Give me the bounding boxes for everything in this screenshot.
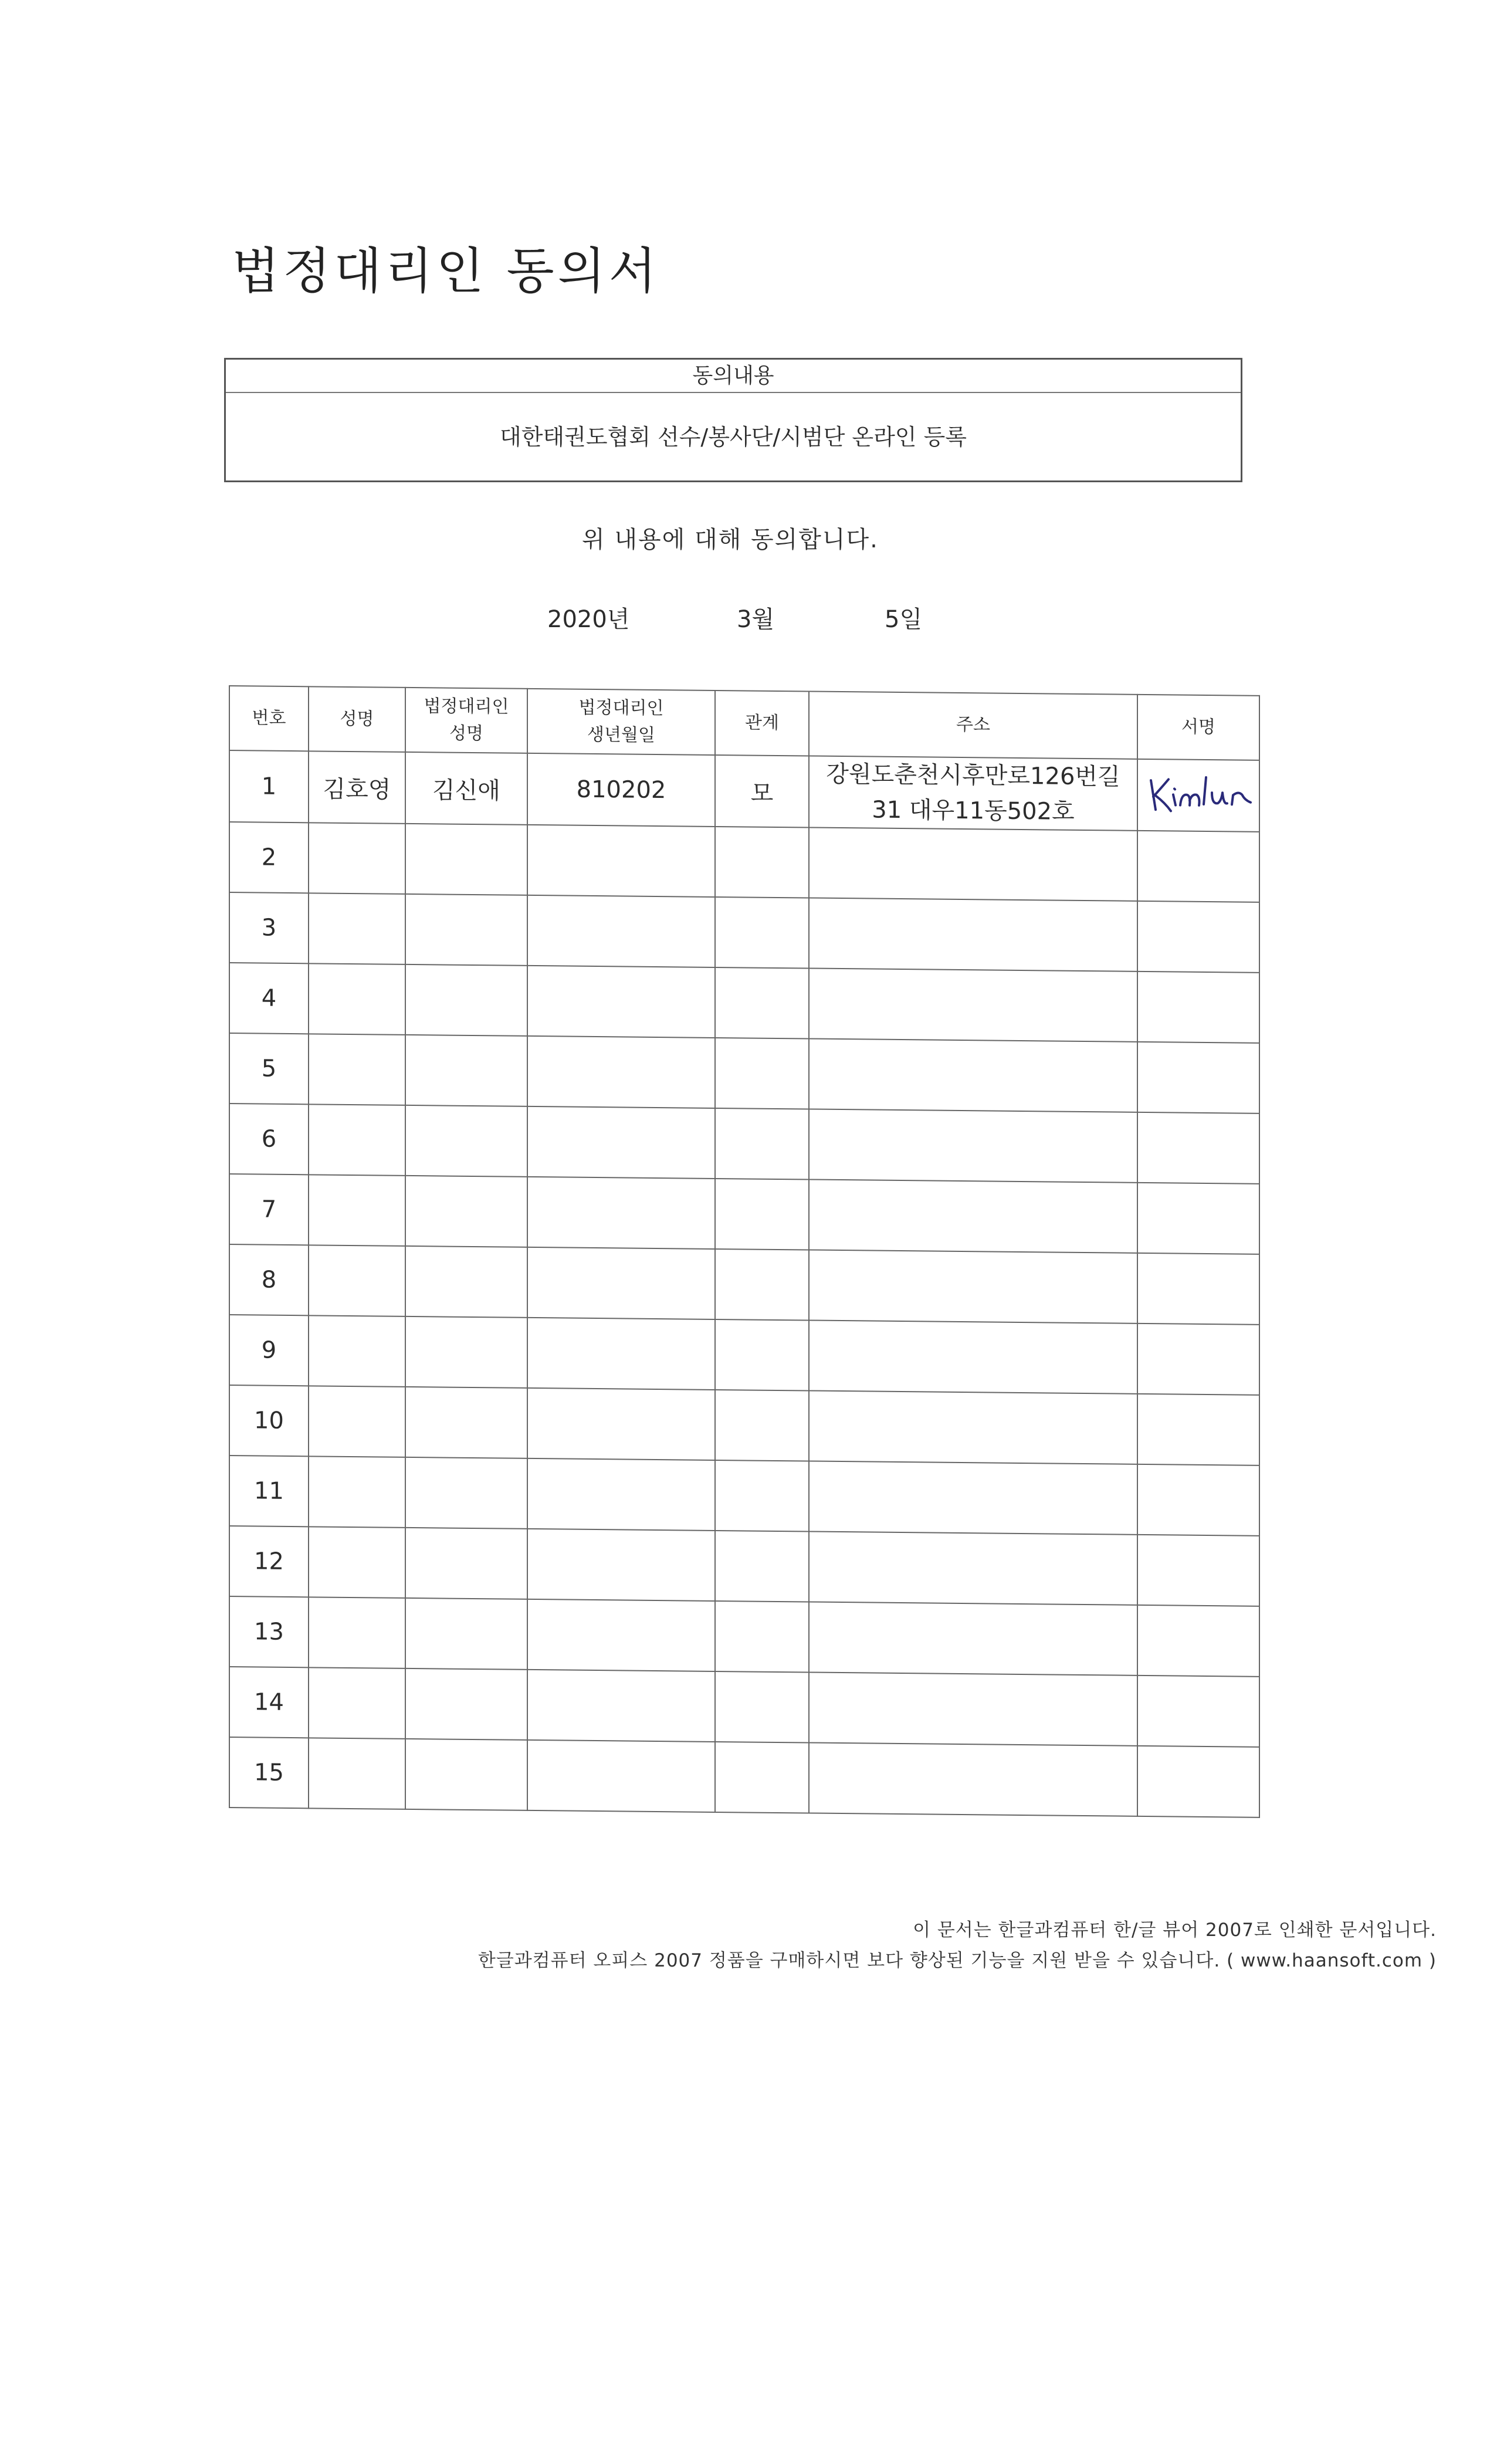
row-address-line2: 31 대우11동502호: [872, 796, 1075, 825]
header-guardian-name-line2: 성명: [449, 723, 483, 744]
row-number: 3: [229, 892, 309, 963]
table-row: [229, 1315, 1259, 1395]
header-guardian-name-line1: 법정대리인: [424, 696, 509, 717]
consent-content-box: [224, 358, 1242, 482]
row-name: 김호영: [309, 751, 405, 824]
row-number: 12: [229, 1526, 309, 1597]
row-relation: 모: [715, 755, 809, 828]
agreement-statement: 위 내용에 대해 동의합니다.: [582, 526, 879, 553]
row-number: 9: [229, 1315, 309, 1386]
row-number: 13: [229, 1596, 309, 1667]
header-guardian-birth-line1: 법정대리인: [578, 697, 664, 719]
row-number: 7: [229, 1174, 309, 1245]
table-row: [229, 1667, 1259, 1747]
table-row: [229, 1033, 1259, 1113]
header-guardian-birth: [527, 689, 715, 755]
table-row: [229, 1385, 1259, 1465]
table-row: [229, 1104, 1259, 1184]
header-relation: 관계: [715, 691, 809, 756]
table-row: [229, 1456, 1259, 1536]
document-title: 법정대리인 동의서: [232, 242, 660, 300]
row-number: 2: [229, 822, 309, 893]
table-row: [229, 750, 1259, 832]
row-number: 1: [229, 750, 309, 823]
consent-content-text: 대한태권도협회 선수/봉사단/시범단 온라인 등록: [499, 424, 967, 450]
header-address: 주소: [809, 691, 1137, 759]
row-guardian-name: 김신애: [405, 752, 527, 825]
table-row: [229, 1596, 1259, 1677]
row-number: 11: [229, 1456, 309, 1527]
handwritten-signature: [1143, 769, 1254, 823]
row-number: 10: [229, 1385, 309, 1456]
footer-note-line1: 이 문서는 한글과컴퓨터 한/글 뷰어 2007로 인쇄한 문서입니다.: [913, 1920, 1437, 1941]
header-name: 성명: [309, 686, 405, 752]
table-row: [229, 822, 1259, 902]
row-number: 5: [229, 1033, 309, 1104]
row-number: 15: [229, 1737, 309, 1808]
table-row: [229, 963, 1259, 1043]
row-number: 8: [229, 1244, 309, 1315]
table-row: [229, 892, 1259, 973]
row-address-line1: 강원도춘천시후만로126번길: [826, 760, 1120, 791]
table-header-row: [229, 686, 1259, 760]
row-signature: [1137, 759, 1259, 832]
row-address: [809, 756, 1137, 830]
consent-content-header: 동의내용: [226, 360, 1241, 393]
table-row: [229, 1526, 1259, 1606]
guardian-table: [229, 685, 1260, 1818]
row-number: 4: [229, 963, 309, 1034]
date-month: 3월: [737, 606, 775, 633]
header-guardian-name: [405, 688, 527, 753]
date-day: 5일: [885, 606, 923, 633]
row-number: 14: [229, 1667, 309, 1738]
table-row: [229, 1174, 1259, 1254]
header-signature: 서명: [1137, 695, 1259, 760]
row-guardian-birth: 810202: [527, 753, 715, 827]
footer-note-line2: 한글과컴퓨터 오피스 2007 정품을 구매하시면 보다 향상된 기능을 지원 받을 수 있습니다. ( www.haansoft.com ): [477, 1950, 1437, 1971]
date-year: 2020년: [547, 606, 630, 633]
table-row: [229, 1244, 1259, 1325]
header-number: 번호: [229, 686, 309, 751]
row-number: 6: [229, 1104, 309, 1175]
header-guardian-birth-line2: 생년월일: [587, 724, 655, 746]
table-row: [229, 1737, 1259, 1817]
